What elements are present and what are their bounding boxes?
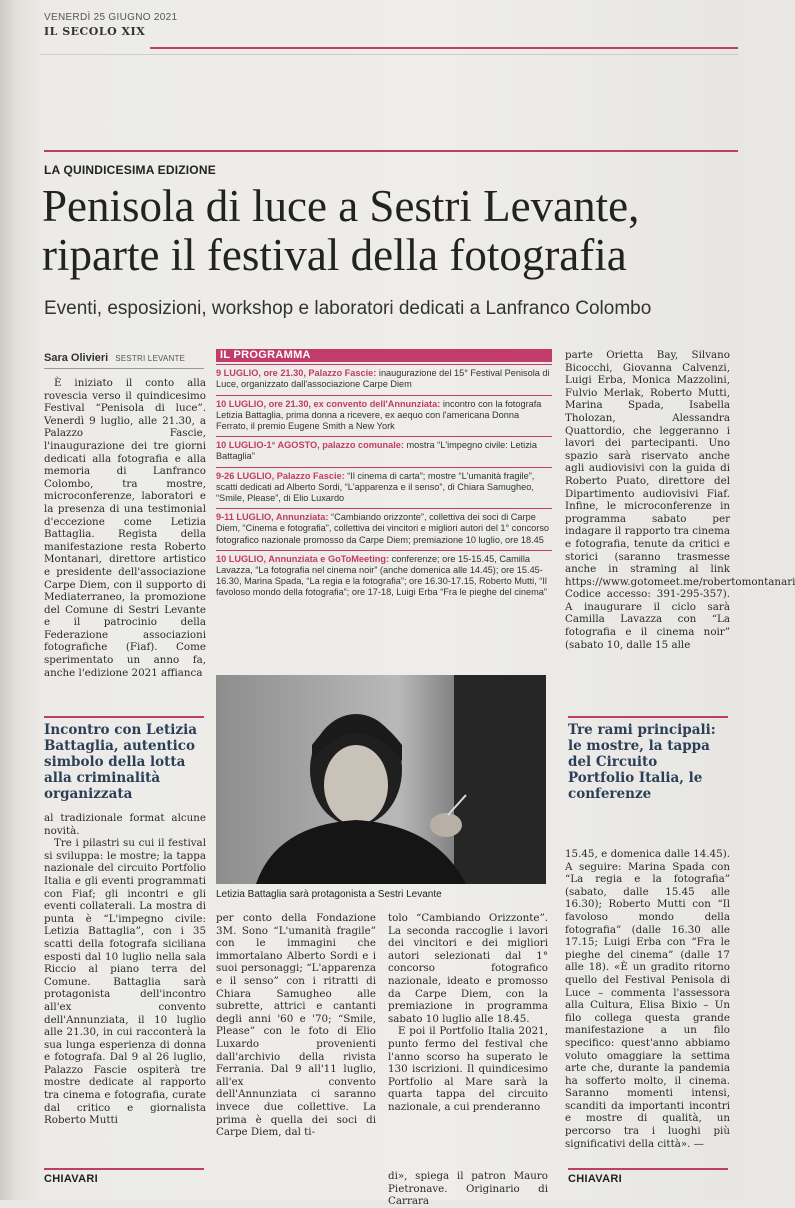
body-column-3-top [565,349,795,651]
programma-item-text: inaugurazione del 15° Festival Penisola di Luce, organizzato dall'associazione Carpe Diem [216,368,550,390]
programma-item-date: 9 LUGLIO, ore 21.30, Palazzo Fascie: [216,368,377,379]
section-tag-left: CHIAVARI [44,1168,204,1185]
page-fold-shadow [0,0,18,1200]
header-divider [40,54,738,55]
body-column-2b [388,912,548,1114]
programma-item [216,550,552,603]
body-column-2a [216,912,376,1139]
body-paragraph: È iniziato il conto alla rovescia verso il quindicesimo Festival “Penisola di luce”. Venerdì 9 luglio, alle 21.30, a Palazzo Fascie, l'inaugurazione dei tre giorni dedicati alla fotografia e alla memoria di Lanfranco Colombo, tra mostre, microconferenze, laboratori e la presenza di una testimonial d'eccezione come Letizia Battaglia. Regista della manifestazione resta Roberto Montanari, direttore artistico e presidente dell'associazione Carpe Diem, con il supporto di Mediaterraneo, la promozione del Comune di Sestri Levante e il patrocinio della Federazione associazioni fotografiche (Fiaf). Come sperimentato un anno fa, anche l'edizione 2021 affianca [44,377,206,679]
programma-box [216,349,552,603]
pull-quote-right: Tre rami principali: le mostre, la tappa del Circuito Portfolio Italia, le conferenze [568,716,728,802]
programma-item-date: 9-26 LUGLIO, Palazzo Fascie: [216,470,345,481]
programma-item-date: 10 LUGLIO, ore 21.30, ex convento dell'Annunziata: [216,398,441,409]
body-paragraph: per conto della Fondazione 3M. Sono “L'umanità fragile” con le immagini che immortalano Alberto Sordi e i suoi personaggi; “L'apparenza e il senso” con i ritratti di Chiara Samugheo alle subrette, attrici e cantanti degli anni '60 e '70; “Smile, Please” con le foto di Elio Luxardo provenienti dall'archivio della rivista Ferrania. Dal 9 all'11 luglio, all'ex convento dell'Annunziata ci saranno invece due collettive. La prima è quella dei soci di Carpe Diem, dal ti- [216,912,376,1139]
kicker-rule [44,150,738,152]
body-paragraph: 15.45, e domenica dalle 14.45). A seguire: Marina Spada con “La regia e la fotografia” (sabato, dalle 15.45 alle 16.30); Roberto Mutti con “Il favoloso mondo della fotografia” (dalle 16.30 alle 17.15; Luigi Erba con “Fra le pieghe del cinema” (dalle 17 alle 18). «È un gradito ritorno quello del Festival Penisola di Luce – commenta l'assessora alla Cultura, Elisa Bixio – Un filo collega questa grande manifestazione a un filo specifico: quest'anno abbiamo voluto omaggiare la settima arte che, durante la pandemia ha sofferto molto, il cinema. Saranno momenti intensi, scanditi da importanti incontri e mostre di qualità, un percorso tra i luoghi più significativi della città». — [565,848,730,1150]
byline [44,352,204,369]
programma-item-text: conferenze; ore 15-15.45, Camilla Lavazza, “La fotografia nel cinema noir” (anche domenica alle 14.45); ore 15.45-16.30, Marina Spada, “La regia e la fotografia”; ore 16.30-17.15, Roberto Mutti, “Il favoloso mondo della fotografia”; ore 17-18, Luigi Erba “Fra le pieghe del cinema” [216,553,547,598]
body-paragraph: E poi il Portfolio Italia 2021, punto fermo del festival che l'anno scorso ha superato le 130 iscrizioni. Il quindicesimo Portfolio al Mare sarà la quarta tappa del circuito nazionale, a cui prenderanno [388,1025,548,1113]
article-kicker: LA QUINDICESIMA EDIZIONE [44,163,216,177]
article-headline: Penisola di luce a Sestri Levante, riparte il festival della fotografia [42,181,640,280]
body-paragraph: parte Orietta Bay, Silvano Bicocchi, Giovanna Calvenzi, Luigi Erba, Monica Mazzolini, Fulvio Merlak, Roberto Mutti, Marina Spada, Isabella Tholozan, Alessandra Quattordio, che leggeranno i lavori dei partecipanti. Uno spazio sarà riservato anche agli audiovisivi con la guida di Roberto Puato, direttore del Dipartimento audiovisivi Fiaf. Infine, le microconferenze in programma sabato per indagare il rapporto tra cinema e fotografia, tenute da critici e storici (saranno trasmesse anche in straming al link https://www.gotomeet.me/robertomontanari Codice accesso: 391-295-357). A inaugurare il ciclo sarà Camilla Lavazza con “La fotografia e il cinema noir” (sabato 10, dalle 15 alle [565,349,795,651]
next-article-snippet: di», spiega il patron Mauro Pietronave. Originario di Carrara [388,1170,548,1208]
portrait-photo-image [216,675,546,884]
programma-item [216,364,552,394]
programma-item-text: mostra “L'impegno civile: Letizia Battaglia” [216,440,537,462]
byline-location: SESTRI LEVANTE [115,354,186,363]
body-column-1-top [44,377,206,679]
portrait-photo [216,675,546,884]
programma-title: IL PROGRAMMA [216,349,552,362]
body-paragraph: tolo “Cambiando Orizzonte”. La seconda raccoglie i lavori dei vincitori e dei migliori autori selezionati dal 1° concorso fotografico nazionale, ideato e promosso da Carpe Diem, con la premiazione in programma sabato 10 luglio alle 18.45. [388,912,548,1025]
article-subhead: Eventi, esposizioni, workshop e laboratori dedicati a Lanfranco Colombo [44,298,652,319]
programma-item-date: 10 LUGLIO, Annunziata e GoToMeeting: [216,553,390,564]
header-rule [150,47,738,49]
section-tag-right: CHIAVARI [568,1168,728,1185]
issue-date: VENERDÌ 25 GIUGNO 2021 [44,12,178,23]
programma-item-text: incontro con la fotografa Letizia Battaglia, prima donna a ricevere, ex aequo con l'americana Donna Ferrato, il premio Eugene Smith a New York [216,398,542,432]
body-paragraph: al tradizionale format alcune novità. [44,812,206,837]
body-paragraph: Tre i pilastri su cui il festival si sviluppa: le mostre; la tappa nazionale del circuito Portfolio Italia e gli eventi programmati con Fiaf; gli incontri e gli eventi collaterali. La mostra di punta è “L'impegno civile: Letizia Battaglia”, con i 35 scatti della fotografa siciliana esposti dal 10 luglio nella sala Riccio al piano terra del Comune. Battaglia sarà protagonista dell'incontro all'ex convento dell'Annunziata, il 10 luglio alle 21.30, in cui racconterà la sua lunga esperienza di donna e fotografa. Dal 9 al 26 luglio, Palazzo Fascie ospiterà tre mostre dedicate al rapporto tra cinema e fotografia, curate dal critico e giornalista Roberto Mutti [44,837,206,1127]
programma-item-date: 9-11 LUGLIO, Annunziata: [216,512,329,523]
programma-item [216,508,552,550]
publication-name: IL SECOLO XIX [44,25,146,38]
programma-item-date: 10 LUGLIO-1° AGOSTO, palazzo comunale: [216,440,404,451]
photo-caption: Letizia Battaglia sarà protagonista a Sestri Levante [216,889,442,900]
programma-item-text: “Cambiando orizzonte”, collettiva dei soci di Carpe Diem, “Cinema e fotografia”, collettiva dei vincitori e migliori autori del 1° concorso fotografico nazionale promosso da Carpe Diem; premiazione 10 luglio, ore 18.45 [216,512,550,545]
programma-item-text: “Il cinema di carta”; mostre “L'umanità fragile”, scatti dedicati ad Alberto Sordi, “L'apparenza e il senso”, di Chiara Samugheo, “Smile, Please”, di Elio Luxardo [216,470,535,504]
programma-item [216,395,552,437]
programma-item [216,436,552,466]
programma-item [216,467,552,509]
body-column-3-bottom [565,848,730,1150]
pull-quote-left: Incontro con Letizia Battaglia, autentico simbolo della lotta alla criminalità organizzata [44,716,204,802]
byline-author: Sara Olivieri [44,352,109,364]
body-column-1-bottom [44,812,206,1127]
